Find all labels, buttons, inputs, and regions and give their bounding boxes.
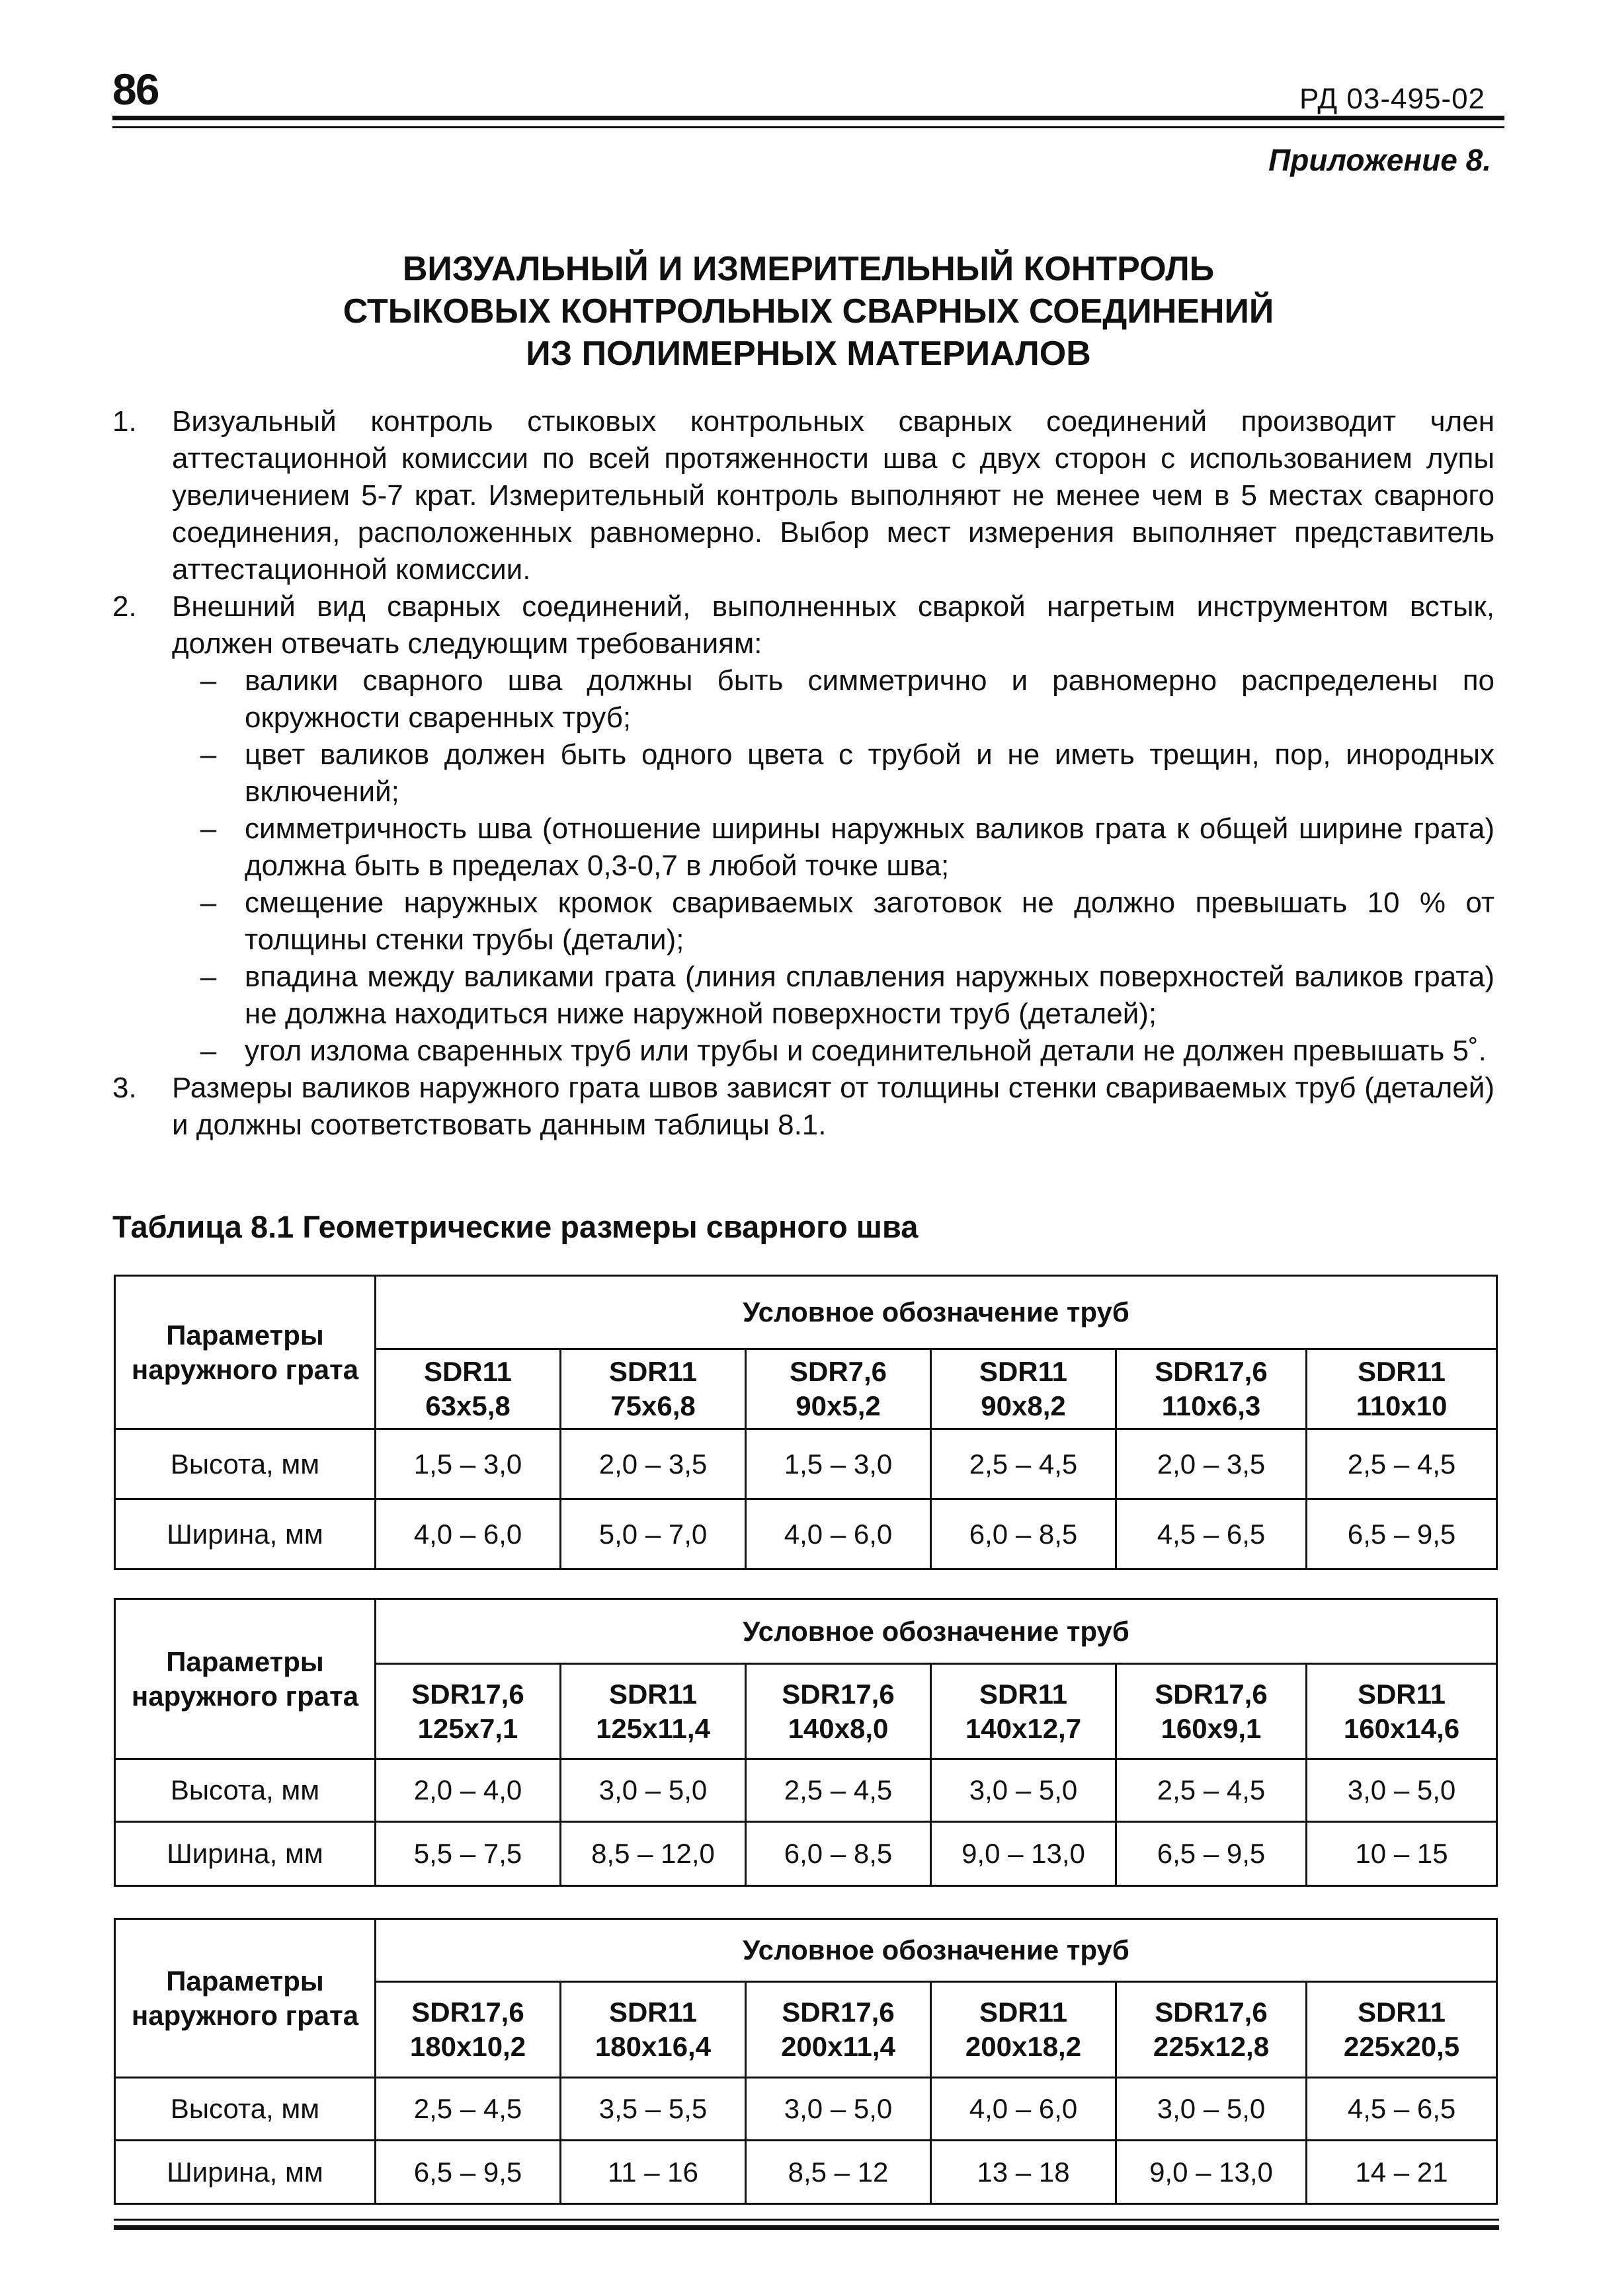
footer-rule-thin: [114, 2219, 1499, 2221]
group-header: Условное обозначение труб: [376, 1919, 1497, 1982]
column-header: SDR11 125x11,4: [561, 1664, 746, 1759]
title-line-1: ВИЗУАЛЬНЫЙ И ИЗМЕРИТЕЛЬНЫЙ КОНТРОЛЬ: [402, 250, 1215, 288]
table-cell: 6,5 – 9,5: [376, 2141, 561, 2204]
list-item-text: угол излома сваренных труб или трубы и соединительной детали не должен превышать 5˚.: [245, 1035, 1487, 1067]
table-cell: 4,0 – 6,0: [376, 1499, 561, 1569]
table-row: [115, 1822, 1497, 1886]
table-cell: 2,5 – 4,5: [931, 1429, 1116, 1499]
item-number: 3.: [112, 1072, 137, 1104]
table-cell: 11 – 16: [561, 2141, 746, 2204]
table-cell: 3,0 – 5,0: [746, 2078, 931, 2141]
param-header: Параметры наружного грата: [115, 1919, 376, 2078]
column-header: SDR11 140x12,7: [931, 1664, 1116, 1759]
title-line-3: ИЗ ПОЛИМЕРНЫХ МАТЕРИАЛОВ: [526, 335, 1091, 373]
table-cell: 4,5 – 6,5: [1307, 2078, 1497, 2141]
table-cell: 10 – 15: [1307, 1822, 1497, 1886]
weld-size-table-3: [114, 1918, 1498, 2205]
table-cell: 3,0 – 5,0: [1307, 1759, 1497, 1822]
column-header: SDR11 180x16,4: [561, 1982, 746, 2078]
list-item: – смещение наружных кромок свариваемых заготовок не должно превышать 10 % от толщины стенки трубы (детали);: [172, 885, 1495, 959]
list-item: – впадина между валиками грата (линия сплавления наружных поверхностей валиков грата) не должна находиться ниже наружной поверхности труб (деталей);: [172, 959, 1495, 1033]
table-cell: 8,5 – 12,0: [561, 1822, 746, 1886]
table-cell: 13 – 18: [931, 2141, 1116, 2204]
table-cell: 6,0 – 8,5: [746, 1822, 931, 1886]
table-cell: 2,0 – 4,0: [376, 1759, 561, 1822]
row-label: Высота, мм: [115, 1759, 376, 1822]
row-label: Высота, мм: [115, 1429, 376, 1499]
list-item: – цвет валиков должен быть одного цвета с трубой и не иметь трещин, пор, инородных включений;: [172, 736, 1495, 811]
weld-size-table-2: [114, 1598, 1498, 1887]
table-cell: 4,0 – 6,0: [746, 1499, 931, 1569]
table-row: [115, 1499, 1497, 1569]
table-cell: 6,5 – 9,5: [1307, 1499, 1497, 1569]
group-header: Условное обозначение труб: [376, 1599, 1497, 1664]
header-rule-thin: [112, 126, 1504, 128]
row-label: Ширина, мм: [115, 1499, 376, 1569]
column-header: SDR11 160x14,6: [1307, 1664, 1497, 1759]
column-header: SDR11 90x8,2: [931, 1349, 1116, 1429]
table-row: [115, 2078, 1497, 2141]
column-header: SDR17,6 110x6,3: [1116, 1349, 1307, 1429]
item-text: Визуальный контроль стыковых контрольных сварных соединений производит член аттестационной комиссии по всей протяженности шва с двух сторон с использованием лупы увеличением 5-7 крат. Измерительный контроль выполняют не менее чем в 5 местах сварного соединения, расположенных равномерно. Выбор мест измерения выполняет представитель аттестационной комиссии.: [172, 405, 1495, 586]
param-header: Параметры наружного грата: [115, 1599, 376, 1759]
item-text: Внешний вид сварных соединений, выполненных сваркой нагретым инструментом встык, должен отвечать следующим требованиям:: [172, 590, 1495, 660]
table-cell: 3,0 – 5,0: [931, 1759, 1116, 1822]
table-cell: 1,5 – 3,0: [746, 1429, 931, 1499]
table-row: [115, 2141, 1497, 2204]
column-header: SDR17,6 160x9,1: [1116, 1664, 1307, 1759]
list-item-text: цвет валиков должен быть одного цвета с трубой и не иметь трещин, пор, инородных включений;: [245, 738, 1495, 808]
column-header: SDR17,6 200x11,4: [746, 1982, 931, 2078]
column-header: SDR11 75x6,8: [561, 1349, 746, 1429]
list-item-text: впадина между валиками грата (линия сплавления наружных поверхностей валиков грата) не должна находиться ниже наружной поверхности труб (деталей);: [245, 961, 1495, 1030]
item-number: 1.: [112, 405, 137, 438]
table-row: [115, 1429, 1497, 1499]
table-caption: Таблица 8.1 Геометрические размеры сварного шва: [112, 1209, 919, 1244]
column-header: SDR11 200x18,2: [931, 1982, 1116, 2078]
body-text: [112, 403, 1495, 1144]
group-header: Условное обозначение труб: [376, 1276, 1497, 1349]
table-row: [115, 1759, 1497, 1822]
column-header: SDR17,6 225x12,8: [1116, 1982, 1307, 2078]
item-number: 2.: [112, 590, 137, 623]
table-cell: 5,5 – 7,5: [376, 1822, 561, 1886]
list-item-text: валики сварного шва должны быть симметрично и равномерно распределены по окружности сваренных труб;: [245, 664, 1495, 734]
title-line-2: СТЫКОВЫХ КОНТРОЛЬНЫХ СВАРНЫХ СОЕДИНЕНИЙ: [343, 292, 1274, 331]
table-cell: 14 – 21: [1307, 2141, 1497, 2204]
numbered-item: [112, 588, 1495, 662]
table-cell: 2,0 – 3,5: [561, 1429, 746, 1499]
column-header: SDR17,6 125x7,1: [376, 1664, 561, 1759]
footer-rule: [114, 2225, 1499, 2230]
column-header: SDR11 63x5,8: [376, 1349, 561, 1429]
list-item-text: симметричность шва (отношение ширины наружных валиков грата к общей ширине грата) должна быть в пределах 0,3-0,7 в любой точке шва;: [245, 812, 1495, 882]
table-cell: 3,0 – 5,0: [1116, 2078, 1307, 2141]
table-cell: 5,0 – 7,0: [561, 1499, 746, 1569]
row-label: Ширина, мм: [115, 1822, 376, 1886]
table-cell: 2,5 – 4,5: [1116, 1759, 1307, 1822]
table-cell: 2,5 – 4,5: [746, 1759, 931, 1822]
list-item-text: смещение наружных кромок свариваемых заготовок не должно превышать 10 % от толщины стенки трубы (детали);: [245, 887, 1495, 956]
table-cell: 9,0 – 13,0: [1116, 2141, 1307, 2204]
table-cell: 1,5 – 3,0: [376, 1429, 561, 1499]
list-item: – симметричность шва (отношение ширины наружных валиков грата к общей ширине грата) должна быть в пределах 0,3-0,7 в любой точке шва;: [172, 811, 1495, 885]
table-cell: 3,5 – 5,5: [561, 2078, 746, 2141]
column-header: SDR17,6 140x8,0: [746, 1664, 931, 1759]
requirements-list: [172, 662, 1495, 1070]
column-header: SDR7,6 90x5,2: [746, 1349, 931, 1429]
table-cell: 2,0 – 3,5: [1116, 1429, 1307, 1499]
param-header: Параметры наружного грата: [115, 1276, 376, 1429]
column-header: SDR17,6 180x10,2: [376, 1982, 561, 2078]
list-item: – валики сварного шва должны быть симметрично и равномерно распределены по окружности сваренных труб;: [172, 662, 1495, 736]
table-cell: 4,0 – 6,0: [931, 2078, 1116, 2141]
table-cell: 8,5 – 12: [746, 2141, 931, 2204]
column-header: SDR11 225x20,5: [1307, 1982, 1497, 2078]
table-cell: 9,0 – 13,0: [931, 1822, 1116, 1886]
numbered-item: [112, 403, 1495, 588]
column-header: SDR11 110x10: [1307, 1349, 1497, 1429]
document-code: РД 03-495-02: [1299, 83, 1486, 115]
item-text: Размеры валиков наружного грата швов зависят от толщины стенки свариваемых труб (деталей) и должны соответствовать данным таблицы 8.1.: [172, 1072, 1495, 1141]
weld-size-table-1: [114, 1275, 1498, 1570]
table-cell: 4,5 – 6,5: [1116, 1499, 1307, 1569]
appendix-label: Приложение 8.: [1268, 143, 1491, 177]
table-cell: 2,5 – 4,5: [1307, 1429, 1497, 1499]
header-rule: [112, 116, 1504, 120]
page-title: [112, 248, 1504, 375]
page-number: 86: [112, 65, 159, 114]
table-cell: 6,0 – 8,5: [931, 1499, 1116, 1569]
numbered-item: [112, 1070, 1495, 1144]
list-item: – угол излома сваренных труб или трубы и соединительной детали не должен превышать 5˚.: [172, 1033, 1495, 1070]
row-label: Ширина, мм: [115, 2141, 376, 2204]
table-cell: 6,5 – 9,5: [1116, 1822, 1307, 1886]
table-cell: 3,0 – 5,0: [561, 1759, 746, 1822]
table-cell: 2,5 – 4,5: [376, 2078, 561, 2141]
row-label: Высота, мм: [115, 2078, 376, 2141]
